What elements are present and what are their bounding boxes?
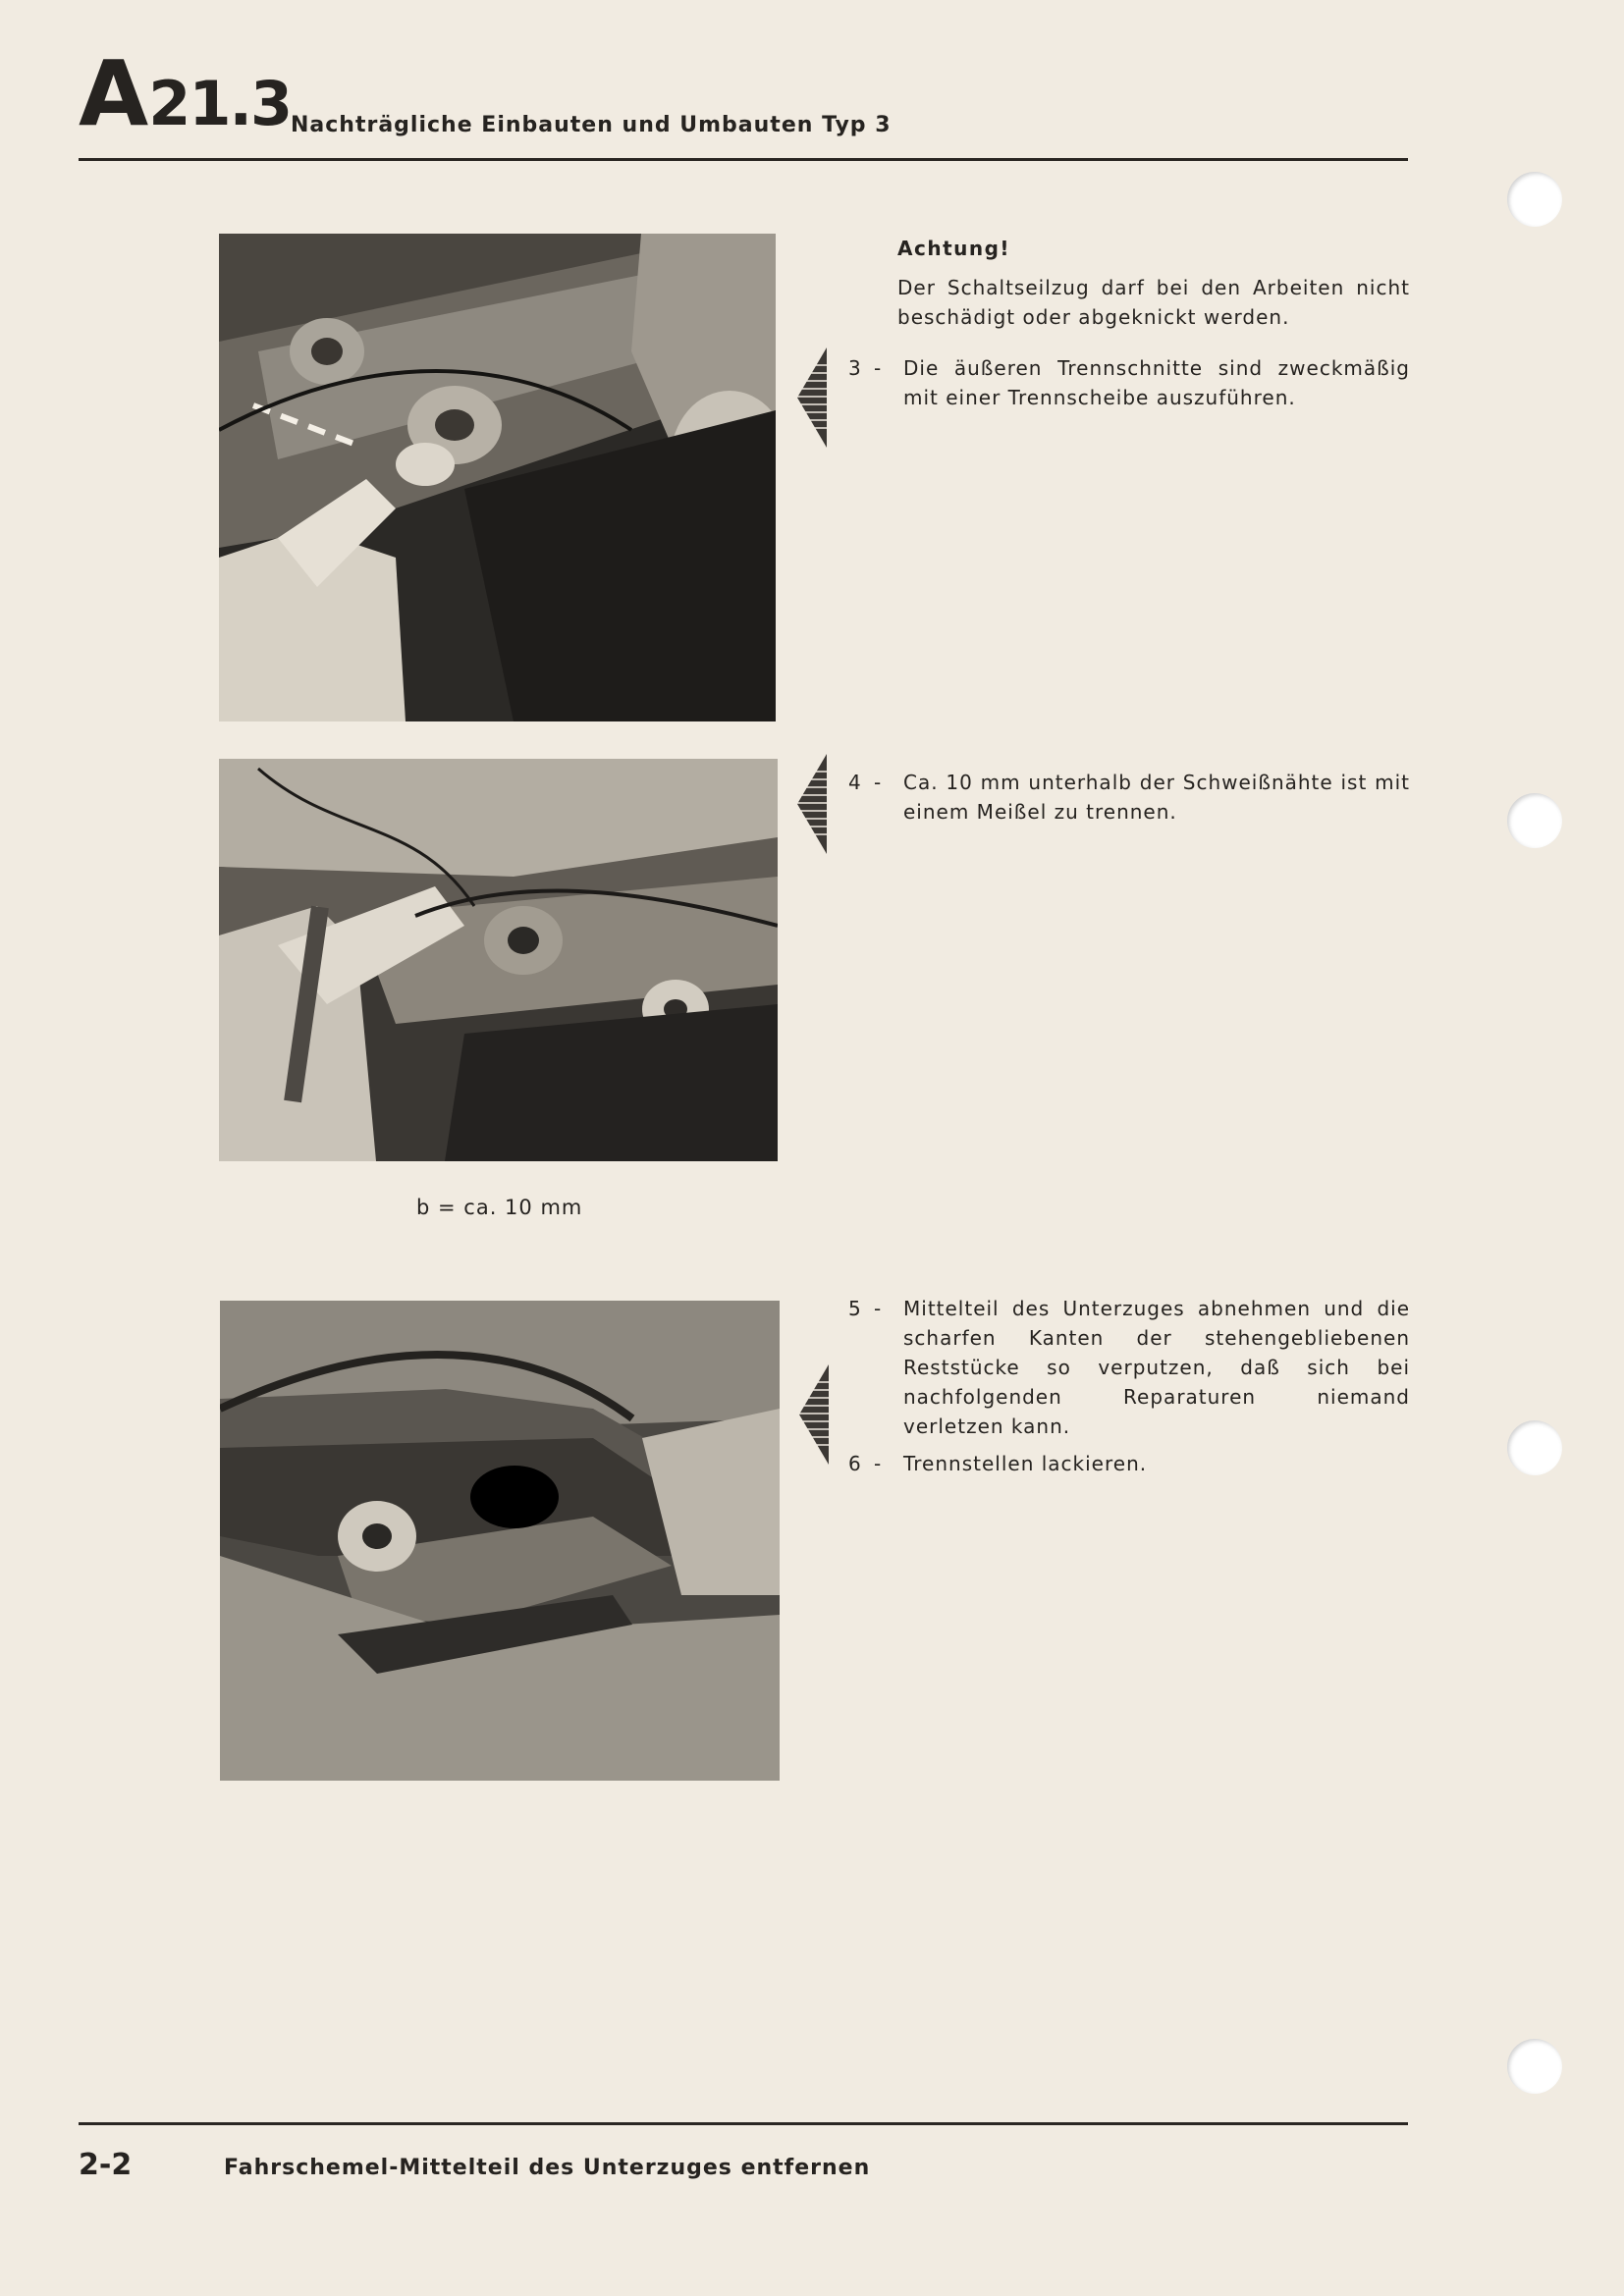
section-code: [79, 41, 292, 146]
page-number: 2-2: [79, 2148, 133, 2182]
instruction-block-3: [848, 1294, 1410, 1478]
binder-hole-3: [1507, 1420, 1562, 1475]
photo-chisel: [219, 759, 778, 1161]
footer-divider: [79, 2122, 1408, 2125]
binder-hole-4: [1507, 2039, 1562, 2094]
step-6: 6 - Trennstellen lackieren.: [848, 1449, 1410, 1478]
step-6-text: Trennstellen lackieren.: [903, 1452, 1148, 1475]
step-3: 3 - Die äußeren Trennschnitte sind zweckmäßig mit einer Trennscheibe auszuführen.: [848, 353, 1410, 412]
instruction-block-1: [848, 234, 1410, 412]
step-5-pointer-arrow: [797, 1362, 831, 1467]
binder-hole-1: [1507, 172, 1562, 227]
step-5-number: 5: [848, 1297, 862, 1320]
footer-title: Fahrschemel-Mittelteil des Unterzuges entfernen: [224, 2156, 871, 2180]
step-4-number: 4: [848, 771, 862, 794]
photo-cutting-disc: [219, 234, 776, 721]
binder-hole-2: [1507, 793, 1562, 848]
page-title: Nachträgliche Einbauten und Umbauten Typ 3: [291, 113, 892, 137]
header-divider: [79, 158, 1408, 161]
photo-caption: b = ca. 10 mm: [416, 1196, 583, 1219]
instruction-block-2: [848, 768, 1410, 827]
step-4: 4 - Ca. 10 mm unterhalb der Schweißnähte ist mit einem Meißel zu trennen.: [848, 768, 1410, 827]
step-3-text: Die äußeren Trennschnitte sind zweckmäßig mit einer Trennscheibe auszuführen.: [903, 356, 1410, 409]
warning-text: Der Schaltseilzug darf bei den Arbeiten nicht beschädigt oder abgeknickt werden.: [897, 276, 1410, 329]
step-5-text: Mittelteil des Unterzuges abnehmen und die scharfen Kanten der stehengebliebenen Reststücke so verputzen, daß sich bei nachfolgenden Reparaturen niemand verletzen kann.: [903, 1297, 1410, 1438]
step-4-pointer-arrow: [795, 752, 829, 856]
step-6-number: 6: [848, 1452, 862, 1475]
step-5: 5 - Mittelteil des Unterzuges abnehmen und die scharfen Kanten der stehengebliebenen Reststücke so verputzen, daß sich bei nachfolgenden Reparaturen niemand verletzen kann.: [848, 1294, 1410, 1441]
step-3-number: 3: [848, 356, 862, 380]
step-4-text: Ca. 10 mm unterhalb der Schweißnähte ist mit einem Meißel zu trennen.: [903, 771, 1410, 824]
photo-removed-member: [220, 1301, 780, 1781]
step-3-pointer-arrow: [795, 346, 829, 450]
section-code-letter: A: [79, 41, 147, 146]
section-code-number: 21.3: [148, 68, 292, 139]
warning-heading: Achtung!: [897, 237, 1011, 260]
